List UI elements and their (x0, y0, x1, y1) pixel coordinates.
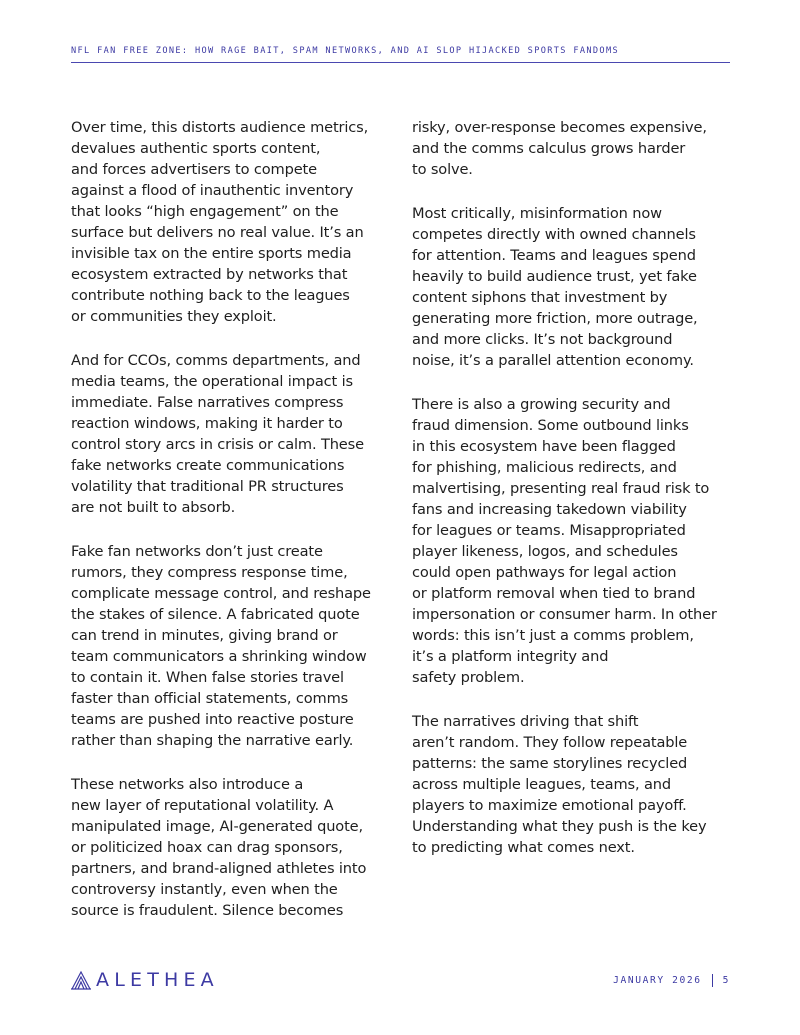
paragraph: These networks also introduce a new layer of reputational volatility. A manipulated image, AI-generated quote, or politicized hoax can drag sponsors, partners, and brand-aligned athletes into controversy instantly, even when the source is fraudulent. Silence becomes (71, 776, 367, 919)
alethea-logo (70, 968, 219, 992)
paragraph: And for CCOs, comms departments, and media teams, the operational impact is immediate. False narratives compress reaction windows, making it harder to control story arcs in crisis or calm. These fake networks create communications volatility that traditional PR structures are not built to absorb. (71, 352, 364, 516)
page-number: 5 (722, 975, 730, 986)
header-divider (71, 62, 730, 63)
paragraph: The narratives driving that shift aren’t random. They follow repeatable patterns: the same storylines recycled across multiple leagues, teams, and players to maximize emotional payoff. Understanding what they push is the key to predicting what comes next. (412, 713, 707, 856)
logo-wordmark: ALETHEA (96, 969, 219, 991)
paragraph: Most critically, misinformation now competes directly with owned channels for attention. Teams and leagues spend heavily to build audience trust, yet fake content siphons that investment by generating more friction, more outrage, and more clicks. It’s not background noise, it’s a parallel attention economy. (412, 205, 698, 369)
alethea-logo-icon (70, 970, 92, 990)
page-footer (613, 974, 730, 987)
paragraph: There is also a growing security and fraud dimension. Some outbound links in this ecosystem have been flagged for phishing, malicious redirects, and malvertising, presenting real fraud risk to fans and increasing takedown viability for leagues or teams. Misappropriated player likeness, logos, and schedules could open pathways for legal action or platform removal when tied to brand impersonation or consumer harm. In other words: this isn’t just a comms problem, it’s a platform integrity and safety problem. (412, 396, 717, 686)
footer-divider (712, 974, 713, 987)
paragraph: Fake fan networks don’t just create rumors, they compress response time, complicate message control, and reshape the stakes of silence. A fabricated quote can trend in minutes, giving brand or team communicators a shrinking window to contain it. When false stories travel faster than official statements, comms teams are pushed into reactive posture rather than shaping the narrative early. (71, 543, 371, 749)
running-header: NFL FAN FREE ZONE: HOW RAGE BAIT, SPAM NETWORKS, AND AI SLOP HIJACKED SPORTS FANDOMS (71, 46, 620, 56)
left-column (71, 117, 391, 944)
paragraph: Over time, this distorts audience metrics, devalues authentic sports content, and forces advertisers to compete against a flood of inauthentic inventory that looks “high engagement” on the surface but delivers no real value. It’s an invisible tax on the entire sports media ecosystem extracted by networks that contribute nothing back to the leagues or communities they exploit. (71, 119, 369, 325)
paragraph: risky, over-response becomes expensive, and the comms calculus grows harder to solve. (412, 119, 707, 178)
publication-date: JANUARY 2026 (613, 975, 702, 986)
right-column (412, 117, 732, 881)
